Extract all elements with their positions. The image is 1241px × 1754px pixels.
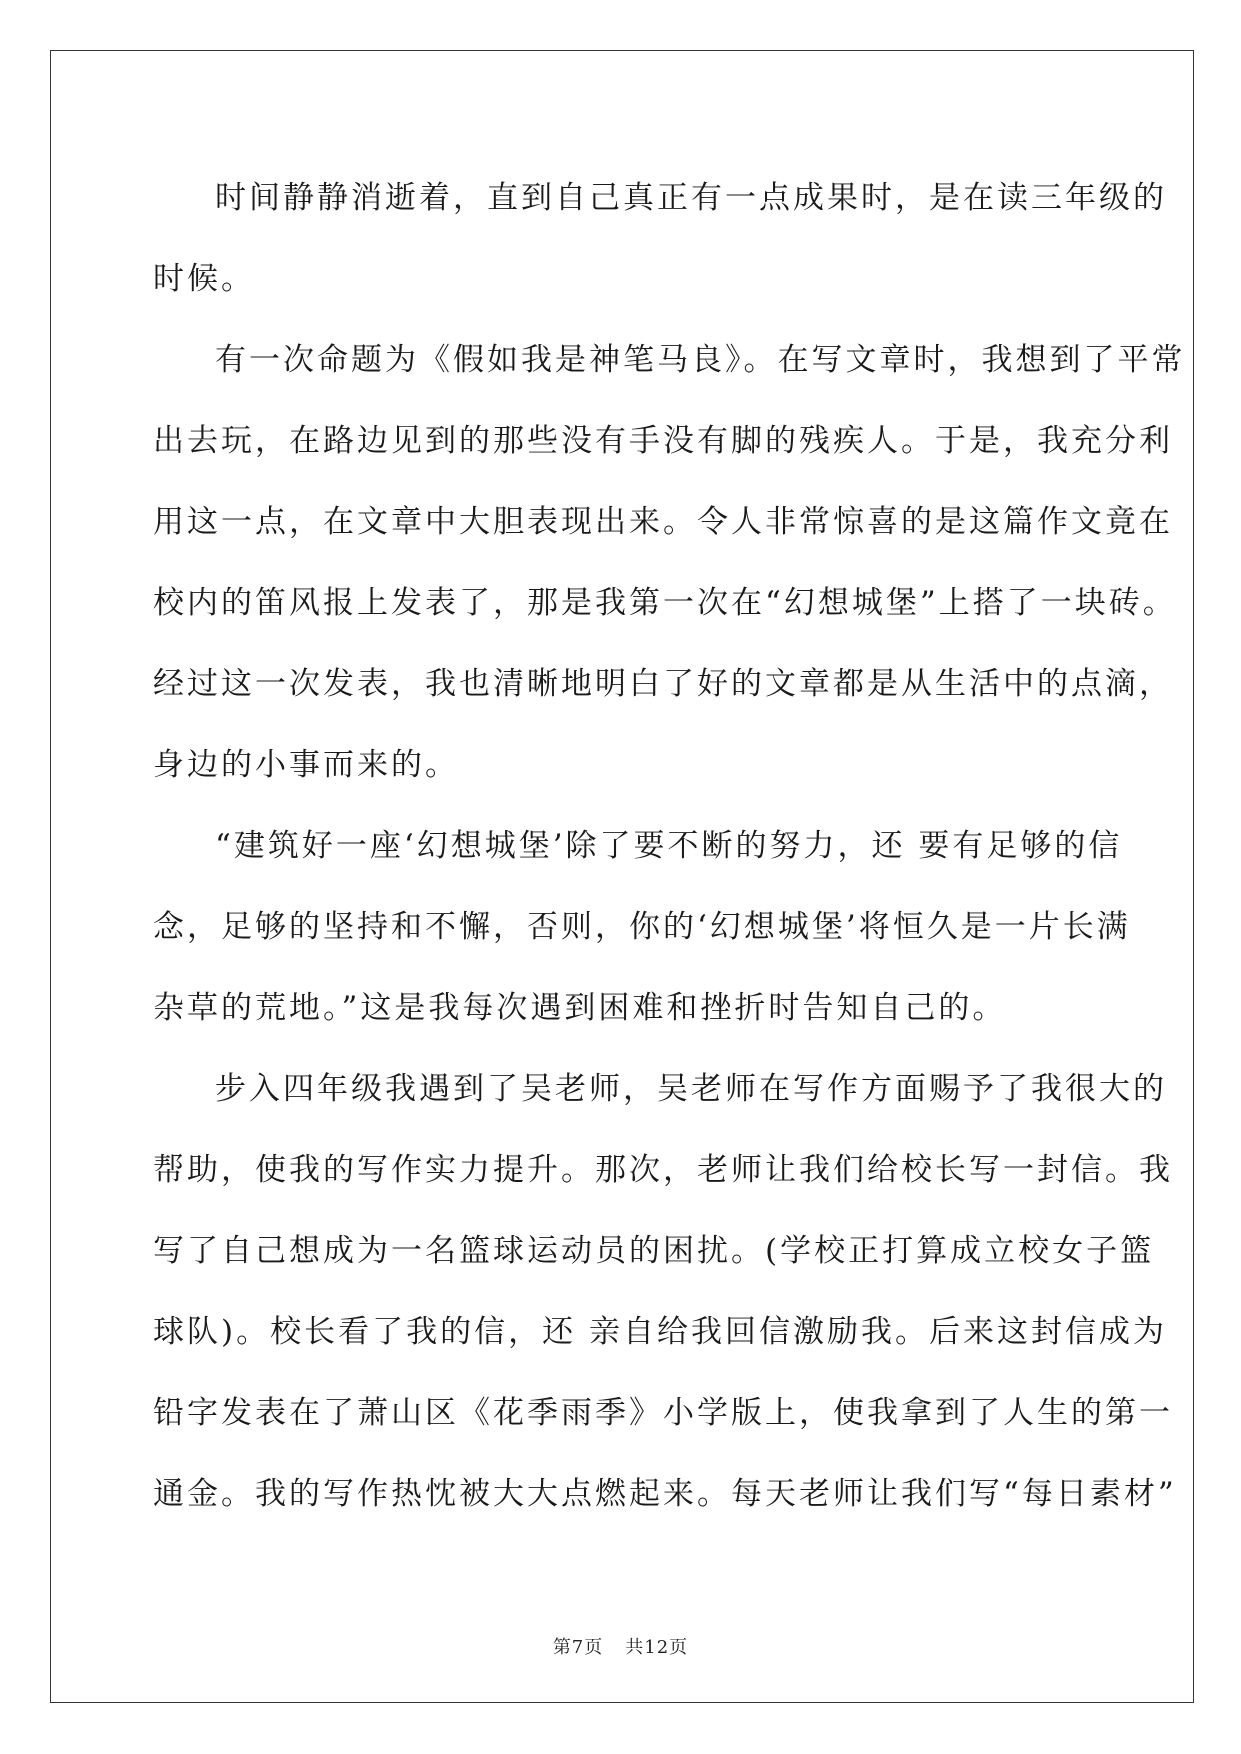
- text-line: 铅字发表在了萧山区《花季雨季》小学版上，使我拿到了人生的第一: [153, 1395, 1173, 1431]
- text-line: “建筑好一座‘幻想城堡’除了要不断的努力，还 要有足够的信: [215, 828, 1123, 864]
- document-body: [153, 158, 1186, 1535]
- text-line: 帮助，使我的写作实力提升。那次，老师让我们给校长写一封信。我: [153, 1152, 1173, 1188]
- page-number: 第7页: [552, 1637, 604, 1658]
- page-total: 共12页: [625, 1637, 689, 1658]
- text-line: 写了自己想成为一名篮球运动员的困扰。(学校正打算成立校女子篮: [153, 1233, 1155, 1269]
- text-line: 校内的笛风报上发表了，那是我第一次在“幻想城堡”上搭了一块砖。: [153, 585, 1177, 621]
- text-line: 用这一点，在文章中大胆表现出来。令人非常惊喜的是这篇作文竟在: [153, 504, 1173, 540]
- text-line: 时候。: [153, 261, 255, 297]
- text-line: 身边的小事而来的。: [153, 747, 459, 783]
- text-line: 球队)。校长看了我的信，还 亲自给我回信激励我。后来这封信成为: [153, 1314, 1167, 1350]
- text-line: 时间静静消逝着，直到自己真正有一点成果时，是在读三年级的: [215, 180, 1167, 216]
- text-line: 经过这一次发表，我也清晰地明白了好的文章都是从生活中的点滴，: [153, 666, 1173, 702]
- text-line: 出去玩，在路边见到的那些没有手没有脚的残疾人。于是，我充分利: [153, 423, 1173, 459]
- text-line: 有一次命题为《假如我是神笔马良》。在写文章时，我想到了平常: [215, 342, 1186, 378]
- text-line: 通金。我的写作热忱被大大点燃起来。每天老师让我们写“每日素材”: [153, 1476, 1177, 1512]
- text-line: 念，足够的坚持和不懈，否则，你的‘幻想城堡’将恒久是一片长满: [153, 909, 1131, 945]
- text-line: 步入四年级我遇到了吴老师，吴老师在写作方面赐予了我很大的: [215, 1071, 1167, 1107]
- page-footer: [0, 1633, 1241, 1659]
- text-line: 杂草的荒地。”这是我每次遇到困难和挫折时告知自己的。: [153, 990, 1007, 1026]
